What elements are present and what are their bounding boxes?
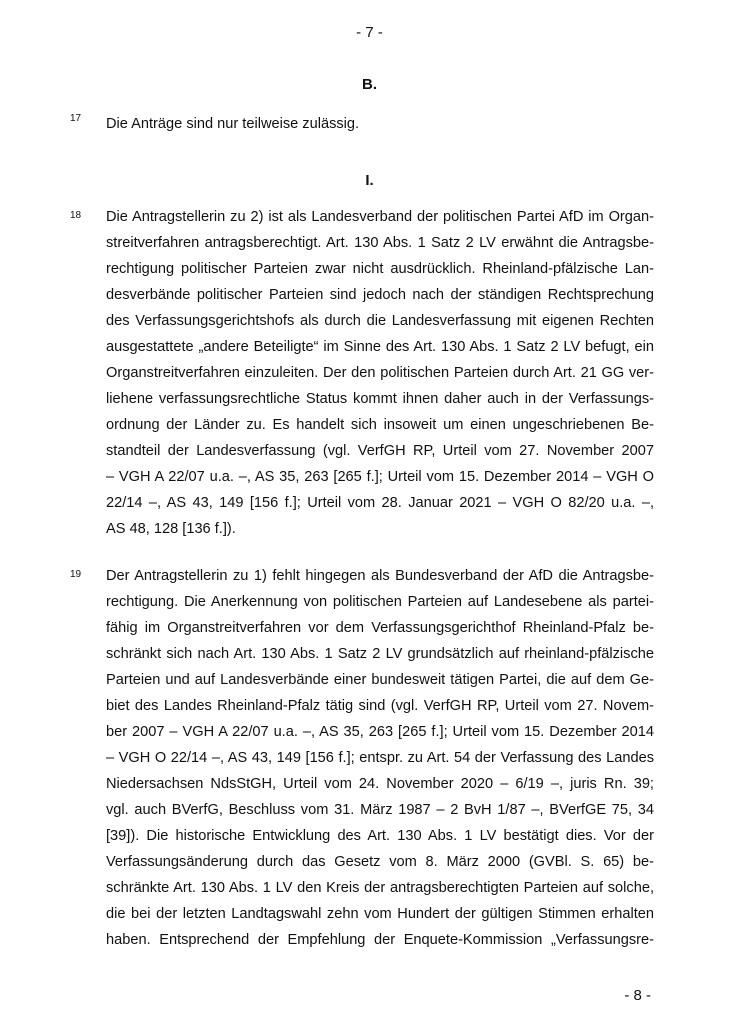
text-line: AS 48, 128 [136 f.]). <box>106 521 236 537</box>
text-line: die bei der letzten Landtagswahl zehn vom Hundert der gültigen Stimmen erhalten <box>106 906 654 922</box>
text-line: Organstreitverfahren einzuleiten. Der den politischen Parteien durch Art. 21 GG ver- <box>106 365 654 381</box>
text-line: rechtigung politischer Parteien zwar nicht ausdrücklich. Rheinland-pfälzische Lan- <box>106 261 654 277</box>
text-line: vgl. auch BVerfG, Beschluss vom 31. März 1987 – 2 BvH 1/87 –, BVerfGE 75, 34 <box>106 802 654 818</box>
text-line: [39]). Die historische Entwicklung des Art. 130 Abs. 1 LV bestätigt dies. Vor der <box>106 828 654 844</box>
paragraph-number: 18 <box>70 210 82 221</box>
text-line: Der Antragstellerin zu 1) fehlt hingegen als Bundesverband der AfD die Antragsbe- <box>106 568 654 584</box>
text-line: – VGH O 22/14 –, AS 43, 149 [156 f.]; entspr. zu Art. 54 der Verfassung des Landes <box>106 750 654 766</box>
text-line: standteil der Landesverfassung (vgl. VerfGH RP, Urteil vom 27. November 2007 <box>106 443 654 459</box>
paragraph-19 <box>106 563 654 953</box>
paragraph-17 <box>106 111 654 137</box>
text-line: des Verfassungsgerichtshofs als durch die Landesverfassung mit eigenen Rechten <box>106 313 654 329</box>
text-line: desverbände politischer Parteien sind jedoch nach der ständigen Rechtsprechung <box>106 287 654 303</box>
text-line: Verfassungsänderung durch das Gesetz vom 8. März 2000 (GVBl. S. 65) be- <box>106 854 654 870</box>
text-line: ausgestattete „andere Beteiligte“ im Sinne des Art. 130 Abs. 1 Satz 2 LV befugt, ein <box>106 339 654 355</box>
text-line: rechtigung. Die Anerkennung von politischen Parteien auf Landesebene als partei- <box>106 594 654 610</box>
text-line: schränkt sich nach Art. 130 Abs. 1 Satz 2 LV grundsätzlich auf rheinland-pfälzische <box>106 646 654 662</box>
page-number-bottom: - 8 - <box>624 987 651 1004</box>
paragraph-number: 19 <box>70 569 82 580</box>
text-line: Die Antragstellerin zu 2) ist als Landesverband der politischen Partei AfD im Organ- <box>106 209 654 225</box>
text-line: streitverfahren antragsberechtigt. Art. 130 Abs. 1 Satz 2 LV erwähnt die Antragsbe- <box>106 235 654 251</box>
text-line: Parteien und auf Landesverbände einer bundesweit tätigen Partei, die auf dem Ge- <box>106 672 654 688</box>
text-line: liehene verfassungsrechtliche Status kommt ihnen daher auch in der Verfassungs- <box>106 391 654 407</box>
section-heading-i: I. <box>365 172 374 189</box>
paragraph-number: 17 <box>70 113 82 124</box>
paragraph-18 <box>106 204 654 542</box>
text-line: Niedersachsen NdsStGH, Urteil vom 24. November 2020 – 6/19 –, juris Rn. 39; <box>106 776 654 792</box>
text-line: 22/14 –, AS 43, 149 [156 f.]; Urteil vom 28. Januar 2021 – VGH O 82/20 u.a. –, <box>106 495 654 511</box>
text-line: ber 2007 – VGH A 22/07 u.a. –, AS 35, 263 [265 f.]; Urteil vom 15. Dezember 2014 <box>106 724 654 740</box>
text-line: ordnung der Länder zu. Es handelt sich insoweit um einen ungeschriebenen Be- <box>106 417 654 433</box>
section-heading-b: B. <box>362 76 377 93</box>
text-line: Die Anträge sind nur teilweise zulässig. <box>106 116 360 132</box>
text-line: haben. Entsprechend der Empfehlung der Enquete-Kommission „Verfassungsre- <box>106 932 654 948</box>
text-line: – VGH A 22/07 u.a. –, AS 35, 263 [265 f.]; Urteil vom 15. Dezember 2014 – VGH O <box>106 469 654 485</box>
page-number-top: - 7 - <box>356 24 383 41</box>
text-line: biet des Landes Rheinland-Pfalz tätig sind (vgl. VerfGH RP, Urteil vom 27. Novem- <box>106 698 654 714</box>
text-line: schränkte Art. 130 Abs. 1 LV den Kreis der antragsberechtigten Parteien auf solche, <box>106 880 654 896</box>
text-line: fähig im Organstreitverfahren vor dem Verfassungsgerichthof Rheinland-Pfalz be- <box>106 620 654 636</box>
